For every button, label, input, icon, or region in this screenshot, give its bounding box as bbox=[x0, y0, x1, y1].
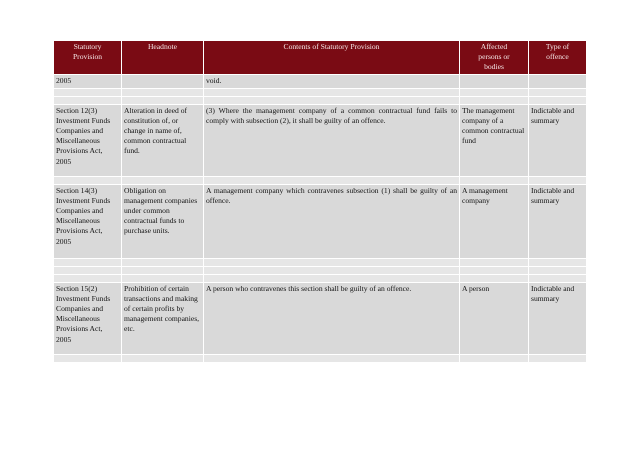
table-row bbox=[54, 184, 587, 258]
cell-headnote: Obligation on management companies under common contractual funds to purchase units. bbox=[122, 184, 204, 258]
header-affected-persons: Affected persons or bodies bbox=[460, 41, 529, 75]
table-row bbox=[54, 104, 587, 176]
row-spacer bbox=[54, 88, 587, 96]
cell-type bbox=[529, 74, 587, 88]
cell-affected bbox=[460, 74, 529, 88]
header-contents: Contents of Statutory Provision bbox=[204, 41, 460, 75]
row-spacer bbox=[54, 354, 587, 362]
table-row bbox=[54, 74, 587, 88]
cell-provision: Section 12(3) Investment Funds Companies and Miscellaneous Provisions Act, 2005 bbox=[54, 104, 122, 176]
cell-type: Indictable and summary bbox=[529, 184, 587, 258]
table-row bbox=[54, 282, 587, 354]
cell-headnote: Prohibition of certain transactions and making of certain profits by management companies, etc. bbox=[122, 282, 204, 354]
document-page bbox=[53, 40, 586, 363]
cell-affected: A management company bbox=[460, 184, 529, 258]
row-spacer bbox=[54, 266, 587, 274]
row-spacer bbox=[54, 258, 587, 266]
row-spacer bbox=[54, 274, 587, 282]
table-header-row bbox=[54, 41, 587, 75]
offences-table bbox=[53, 40, 587, 363]
cell-headnote: Alteration in deed of constitution of, or change in name of, common contractual fund. bbox=[122, 104, 204, 176]
cell-contents: void. bbox=[204, 74, 460, 88]
header-headnote: Headnote bbox=[122, 41, 204, 75]
row-spacer bbox=[54, 96, 587, 104]
cell-headnote bbox=[122, 74, 204, 88]
cell-contents: (3) Where the management company of a common contractual fund fails to comply with subsection (2), it shall be guilty of an offence. bbox=[204, 104, 460, 176]
cell-provision: Section 14(3) Investment Funds Companies and Miscellaneous Provisions Act, 2005 bbox=[54, 184, 122, 258]
cell-affected: The management company of a common contractual fund bbox=[460, 104, 529, 176]
cell-provision: Section 15(2) Investment Funds Companies and Miscellaneous Provisions Act, 2005 bbox=[54, 282, 122, 354]
cell-affected: A person bbox=[460, 282, 529, 354]
cell-contents: A person who contravenes this section shall be guilty of an offence. bbox=[204, 282, 460, 354]
header-type-of-offence: Type of offence bbox=[529, 41, 587, 75]
header-statutory-provision: Statutory Provision bbox=[54, 41, 122, 75]
row-spacer bbox=[54, 176, 587, 184]
cell-provision: 2005 bbox=[54, 74, 122, 88]
cell-type: Indictable and summary bbox=[529, 104, 587, 176]
cell-type: Indictable and summary bbox=[529, 282, 587, 354]
cell-contents: A management company which contravenes subsection (1) shall be guilty of an offence. bbox=[204, 184, 460, 258]
